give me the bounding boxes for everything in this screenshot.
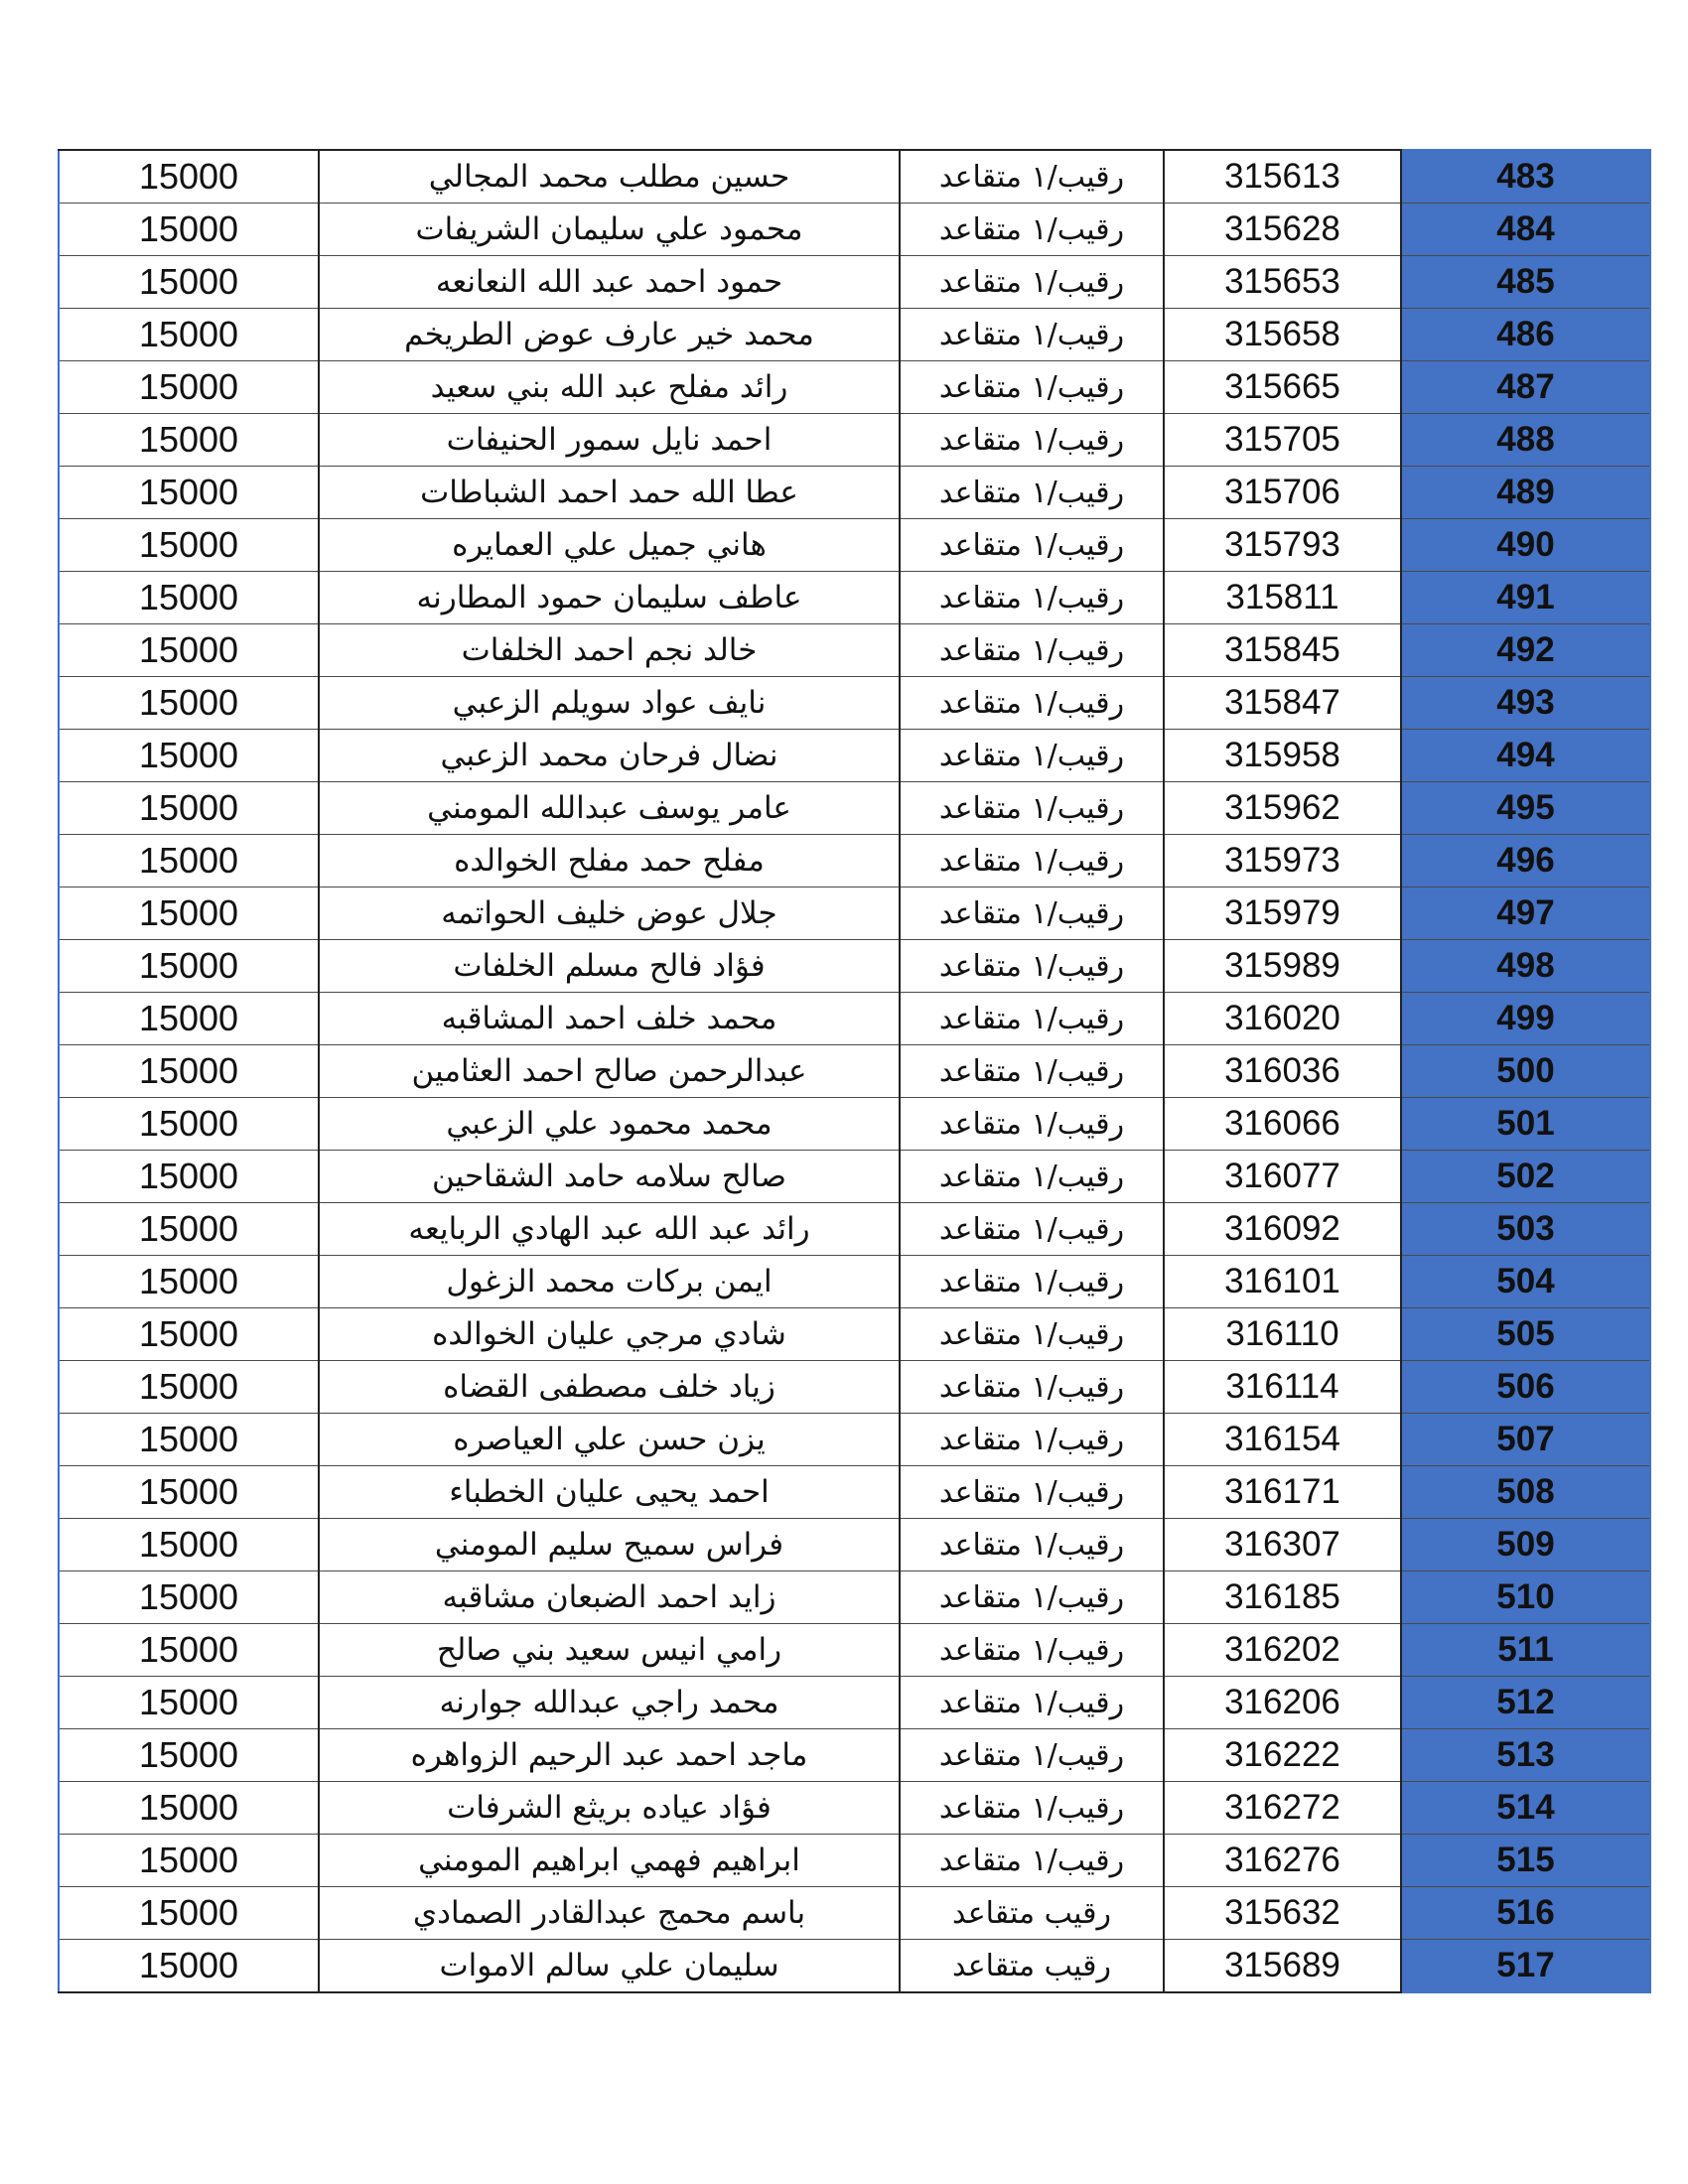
service-number-cell: 316110 (1164, 1308, 1401, 1361)
service-number-cell: 315811 (1164, 572, 1401, 624)
table-body (59, 150, 1650, 1992)
rank-cell: رقيب/١ متقاعد (900, 1045, 1164, 1098)
amount-cell: 15000 (59, 1308, 319, 1361)
rank-cell: رقيب/١ متقاعد (900, 467, 1164, 519)
table-row (59, 1782, 1650, 1835)
sequence-number-cell: 506 (1401, 1361, 1650, 1414)
service-number-cell: 316154 (1164, 1414, 1401, 1466)
name-cell: رائد مفلح عبد الله بني سعيد (319, 361, 900, 414)
service-number-cell: 316114 (1164, 1361, 1401, 1414)
name-cell: عبدالرحمن صالح احمد العثامين (319, 1045, 900, 1098)
amount-cell: 15000 (59, 414, 319, 467)
amount-cell: 15000 (59, 467, 319, 519)
rank-cell: رقيب متقاعد (900, 1940, 1164, 1993)
name-cell: احمد يحيى عليان الخطباء (319, 1466, 900, 1519)
name-cell: زايد احمد الضبعان مشاقبه (319, 1571, 900, 1624)
service-number-cell: 315632 (1164, 1887, 1401, 1940)
table-row (59, 1887, 1650, 1940)
sequence-number-cell: 491 (1401, 572, 1650, 624)
service-number-cell: 315962 (1164, 782, 1401, 835)
service-number-cell: 315706 (1164, 467, 1401, 519)
rank-cell: رقيب/١ متقاعد (900, 204, 1164, 256)
rank-cell: رقيب/١ متقاعد (900, 414, 1164, 467)
amount-cell: 15000 (59, 150, 319, 204)
table-row (59, 1571, 1650, 1624)
table-row (59, 309, 1650, 361)
amount-cell: 15000 (59, 835, 319, 887)
sequence-number-cell: 504 (1401, 1256, 1650, 1308)
rank-cell: رقيب/١ متقاعد (900, 1203, 1164, 1256)
name-cell: محمد راجي عبدالله جوارنه (319, 1677, 900, 1729)
sequence-number-cell: 502 (1401, 1151, 1650, 1203)
service-number-cell: 316276 (1164, 1835, 1401, 1887)
table-row (59, 361, 1650, 414)
rank-cell: رقيب/١ متقاعد (900, 835, 1164, 887)
service-number-cell: 316092 (1164, 1203, 1401, 1256)
amount-cell: 15000 (59, 1940, 319, 1993)
name-cell: حسين مطلب محمد المجالي (319, 150, 900, 204)
amount-cell: 15000 (59, 1098, 319, 1151)
sequence-number-cell: 490 (1401, 519, 1650, 572)
sequence-number-cell: 509 (1401, 1519, 1650, 1571)
rank-cell: رقيب متقاعد (900, 1887, 1164, 1940)
amount-cell: 15000 (59, 256, 319, 309)
service-number-cell: 316077 (1164, 1151, 1401, 1203)
amount-cell: 15000 (59, 1519, 319, 1571)
sequence-number-cell: 503 (1401, 1203, 1650, 1256)
amount-cell: 15000 (59, 1729, 319, 1782)
amount-cell: 15000 (59, 730, 319, 782)
table-row (59, 1203, 1650, 1256)
name-cell: محمد خلف احمد المشاقبه (319, 993, 900, 1045)
amount-cell: 15000 (59, 887, 319, 940)
rank-cell: رقيب/١ متقاعد (900, 519, 1164, 572)
name-cell: نضال فرحان محمد الزعبي (319, 730, 900, 782)
table-row (59, 204, 1650, 256)
table-row (59, 256, 1650, 309)
table-row (59, 1624, 1650, 1677)
name-cell: محمد محمود علي الزعبي (319, 1098, 900, 1151)
rank-cell: رقيب/١ متقاعد (900, 1677, 1164, 1729)
name-cell: جلال عوض خليف الحواتمه (319, 887, 900, 940)
table-row (59, 677, 1650, 730)
sequence-number-cell: 510 (1401, 1571, 1650, 1624)
amount-cell: 15000 (59, 1045, 319, 1098)
amount-cell: 15000 (59, 624, 319, 677)
sequence-number-cell: 492 (1401, 624, 1650, 677)
rank-cell: رقيب/١ متقاعد (900, 1414, 1164, 1466)
name-cell: ايمن بركات محمد الزغول (319, 1256, 900, 1308)
table-row (59, 150, 1650, 204)
sequence-number-cell: 500 (1401, 1045, 1650, 1098)
name-cell: يزن حسن علي العياصره (319, 1414, 900, 1466)
rank-cell: رقيب/١ متقاعد (900, 1782, 1164, 1835)
amount-cell: 15000 (59, 572, 319, 624)
table-row (59, 1414, 1650, 1466)
rank-cell: رقيب/١ متقاعد (900, 309, 1164, 361)
sequence-number-cell: 511 (1401, 1624, 1650, 1677)
amount-cell: 15000 (59, 519, 319, 572)
rank-cell: رقيب/١ متقاعد (900, 993, 1164, 1045)
table-row (59, 730, 1650, 782)
table-row (59, 1045, 1650, 1098)
rank-cell: رقيب/١ متقاعد (900, 1835, 1164, 1887)
table-row (59, 1940, 1650, 1993)
table-row (59, 1151, 1650, 1203)
rank-cell: رقيب/١ متقاعد (900, 256, 1164, 309)
table-row (59, 1361, 1650, 1414)
service-number-cell: 315793 (1164, 519, 1401, 572)
sequence-number-cell: 485 (1401, 256, 1650, 309)
sequence-number-cell: 483 (1401, 150, 1650, 204)
table-row (59, 993, 1650, 1045)
amount-cell: 15000 (59, 1835, 319, 1887)
amount-cell: 15000 (59, 1677, 319, 1729)
rank-cell: رقيب/١ متقاعد (900, 1519, 1164, 1571)
name-cell: رائد عبد الله عبد الهادي الربايعه (319, 1203, 900, 1256)
rank-cell: رقيب/١ متقاعد (900, 1308, 1164, 1361)
service-number-cell: 315665 (1164, 361, 1401, 414)
name-cell: هاني جميل علي العمايره (319, 519, 900, 572)
table-row (59, 887, 1650, 940)
rank-cell: رقيب/١ متقاعد (900, 940, 1164, 993)
amount-cell: 15000 (59, 1887, 319, 1940)
amount-cell: 15000 (59, 993, 319, 1045)
name-cell: عاطف سليمان حمود المطارنه (319, 572, 900, 624)
amount-cell: 15000 (59, 1256, 319, 1308)
service-number-cell: 315989 (1164, 940, 1401, 993)
service-number-cell: 316036 (1164, 1045, 1401, 1098)
retirees-table (58, 149, 1651, 1993)
name-cell: صالح سلامه حامد الشقاحين (319, 1151, 900, 1203)
sequence-number-cell: 512 (1401, 1677, 1650, 1729)
name-cell: رامي انيس سعيد بني صالح (319, 1624, 900, 1677)
name-cell: محمود علي سليمان الشريفات (319, 204, 900, 256)
service-number-cell: 315973 (1164, 835, 1401, 887)
rank-cell: رقيب/١ متقاعد (900, 1624, 1164, 1677)
amount-cell: 15000 (59, 1203, 319, 1256)
rank-cell: رقيب/١ متقاعد (900, 730, 1164, 782)
service-number-cell: 315958 (1164, 730, 1401, 782)
rank-cell: رقيب/١ متقاعد (900, 782, 1164, 835)
name-cell: ماجد احمد عبد الرحيم الزواهره (319, 1729, 900, 1782)
sequence-number-cell: 516 (1401, 1887, 1650, 1940)
rank-cell: رقيب/١ متقاعد (900, 1256, 1164, 1308)
name-cell: عطا الله حمد احمد الشباطات (319, 467, 900, 519)
service-number-cell: 315979 (1164, 887, 1401, 940)
rank-cell: رقيب/١ متقاعد (900, 572, 1164, 624)
rank-cell: رقيب/١ متقاعد (900, 677, 1164, 730)
name-cell: عامر يوسف عبدالله المومني (319, 782, 900, 835)
sequence-number-cell: 488 (1401, 414, 1650, 467)
table-row (59, 1308, 1650, 1361)
name-cell: نايف عواد سويلم الزعبي (319, 677, 900, 730)
sequence-number-cell: 484 (1401, 204, 1650, 256)
rank-cell: رقيب/١ متقاعد (900, 1571, 1164, 1624)
service-number-cell: 315689 (1164, 1940, 1401, 1993)
service-number-cell: 316101 (1164, 1256, 1401, 1308)
table-row (59, 1835, 1650, 1887)
service-number-cell: 316171 (1164, 1466, 1401, 1519)
rank-cell: رقيب/١ متقاعد (900, 887, 1164, 940)
rank-cell: رقيب/١ متقاعد (900, 1729, 1164, 1782)
table-row (59, 414, 1650, 467)
service-number-cell: 315705 (1164, 414, 1401, 467)
sequence-number-cell: 505 (1401, 1308, 1650, 1361)
table-row (59, 1729, 1650, 1782)
table-row (59, 1256, 1650, 1308)
sequence-number-cell: 507 (1401, 1414, 1650, 1466)
table-row (59, 519, 1650, 572)
amount-cell: 15000 (59, 1624, 319, 1677)
service-number-cell: 316307 (1164, 1519, 1401, 1571)
name-cell: شادي مرجي عليان الخوالده (319, 1308, 900, 1361)
sequence-number-cell: 487 (1401, 361, 1650, 414)
name-cell: سليمان علي سالم الاموات (319, 1940, 900, 1993)
amount-cell: 15000 (59, 1151, 319, 1203)
amount-cell: 15000 (59, 361, 319, 414)
amount-cell: 15000 (59, 1414, 319, 1466)
sequence-number-cell: 493 (1401, 677, 1650, 730)
sequence-number-cell: 496 (1401, 835, 1650, 887)
name-cell: زياد خلف مصطفى القضاه (319, 1361, 900, 1414)
service-number-cell: 316020 (1164, 993, 1401, 1045)
amount-cell: 15000 (59, 1782, 319, 1835)
table-row (59, 940, 1650, 993)
service-number-cell: 316272 (1164, 1782, 1401, 1835)
name-cell: فؤاد عياده بريثع الشرفات (319, 1782, 900, 1835)
service-number-cell: 315628 (1164, 204, 1401, 256)
sequence-number-cell: 486 (1401, 309, 1650, 361)
service-number-cell: 316202 (1164, 1624, 1401, 1677)
service-number-cell: 315845 (1164, 624, 1401, 677)
table-row (59, 1519, 1650, 1571)
sequence-number-cell: 517 (1401, 1940, 1650, 1993)
sequence-number-cell: 515 (1401, 1835, 1650, 1887)
name-cell: فؤاد فالح مسلم الخلفات (319, 940, 900, 993)
service-number-cell: 315613 (1164, 150, 1401, 204)
service-number-cell: 315653 (1164, 256, 1401, 309)
rank-cell: رقيب/١ متقاعد (900, 1466, 1164, 1519)
service-number-cell: 316222 (1164, 1729, 1401, 1782)
name-cell: ابراهيم فهمي ابراهيم المومني (319, 1835, 900, 1887)
rank-cell: رقيب/١ متقاعد (900, 1151, 1164, 1203)
service-number-cell: 315847 (1164, 677, 1401, 730)
amount-cell: 15000 (59, 677, 319, 730)
name-cell: فراس سميح سليم المومني (319, 1519, 900, 1571)
name-cell: احمد نايل سمور الحنيفات (319, 414, 900, 467)
amount-cell: 15000 (59, 204, 319, 256)
amount-cell: 15000 (59, 309, 319, 361)
table-row (59, 467, 1650, 519)
table-row (59, 572, 1650, 624)
sequence-number-cell: 489 (1401, 467, 1650, 519)
rank-cell: رقيب/١ متقاعد (900, 1098, 1164, 1151)
sequence-number-cell: 498 (1401, 940, 1650, 993)
rank-cell: رقيب/١ متقاعد (900, 624, 1164, 677)
amount-cell: 15000 (59, 782, 319, 835)
table-row (59, 835, 1650, 887)
name-cell: باسم محمج عبدالقادر الصمادي (319, 1887, 900, 1940)
sequence-number-cell: 513 (1401, 1729, 1650, 1782)
name-cell: محمد خير عارف عوض الطريخم (319, 309, 900, 361)
table-row (59, 1098, 1650, 1151)
name-cell: خالد نجم احمد الخلفات (319, 624, 900, 677)
sequence-number-cell: 499 (1401, 993, 1650, 1045)
table-row (59, 1466, 1650, 1519)
amount-cell: 15000 (59, 940, 319, 993)
rank-cell: رقيب/١ متقاعد (900, 1361, 1164, 1414)
name-cell: مفلح حمد مفلح الخوالده (319, 835, 900, 887)
rank-cell: رقيب/١ متقاعد (900, 361, 1164, 414)
table-row (59, 624, 1650, 677)
sequence-number-cell: 497 (1401, 887, 1650, 940)
sequence-number-cell: 514 (1401, 1782, 1650, 1835)
table-row (59, 782, 1650, 835)
rank-cell: رقيب/١ متقاعد (900, 150, 1164, 204)
service-number-cell: 316206 (1164, 1677, 1401, 1729)
amount-cell: 15000 (59, 1571, 319, 1624)
amount-cell: 15000 (59, 1466, 319, 1519)
sequence-number-cell: 495 (1401, 782, 1650, 835)
amount-cell: 15000 (59, 1361, 319, 1414)
sequence-number-cell: 494 (1401, 730, 1650, 782)
name-cell: حمود احمد عبد الله النعانعه (319, 256, 900, 309)
service-number-cell: 316185 (1164, 1571, 1401, 1624)
sequence-number-cell: 501 (1401, 1098, 1650, 1151)
service-number-cell: 316066 (1164, 1098, 1401, 1151)
service-number-cell: 315658 (1164, 309, 1401, 361)
table-row (59, 1677, 1650, 1729)
sequence-number-cell: 508 (1401, 1466, 1650, 1519)
